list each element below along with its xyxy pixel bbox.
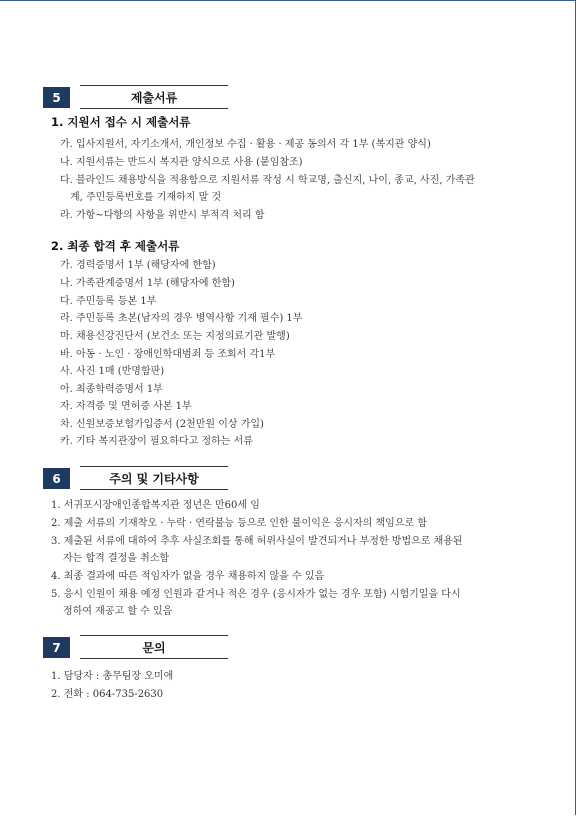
section-number: 5: [43, 87, 70, 108]
list-item: 사. 사진 1매 (반명함판): [60, 366, 165, 377]
section-title: 제출서류: [80, 85, 228, 109]
list-item: 마. 채용신강진단서 (보건소 또는 지정의료기관 발행): [60, 331, 290, 342]
list-item: 가. 경력증명서 1부 (해당자에 한함): [60, 260, 216, 271]
list-item: 나. 지원서류는 반드시 복지관 양식으로 사용 (붙임참조): [60, 157, 303, 168]
list-item: 다. 블라인드 채용방식을 적용함으로 지원서류 작성 시 학교명, 출신지, 나이, 종교, 사진, 가족관: [60, 175, 475, 186]
list-item: 3. 제출된 서류에 대하여 추후 사실조회를 통해 허위사실이 발견되거나 부정한 방법으로 채용된: [51, 536, 463, 547]
list-item: 라. 가항~다항의 사항을 위반시 부적격 처리 함: [60, 210, 265, 221]
contact-phone: 2. 전화 : 064-735-2630: [51, 689, 164, 700]
section-title: 문의: [80, 635, 228, 659]
section-7-header: [43, 637, 228, 659]
list-item: 아. 최종학력증명서 1부: [60, 384, 163, 395]
part1-heading: 1. 지원서 접수 시 제출서류: [51, 115, 191, 129]
list-item: 차. 신원보증보험가입증서 (2천만원 이상 가입): [60, 419, 264, 430]
list-item: 카. 기타 복지관장이 필요하다고 정하는 서류: [60, 436, 253, 447]
list-item: 바. 아동 · 노인 · 장애인학대범죄 등 조회서 각1부: [60, 349, 276, 360]
list-item: 1. 서귀포시장애인종합복지관 정년은 만60세 임: [51, 500, 260, 511]
section-6-header: [43, 468, 228, 490]
section-title: 주의 및 기타사항: [80, 466, 228, 490]
list-item: 라. 주민등록 초본(남자의 경우 병역사항 기재 필수) 1부: [60, 313, 303, 324]
list-item-continuation: 자는 합격 결정을 취소함: [63, 553, 170, 564]
list-item: 4. 최종 결과에 따른 적임자가 없을 경우 채용하지 않을 수 있음: [51, 571, 325, 582]
list-item: 나. 가족관계증명서 1부 (해당자에 한함): [60, 278, 235, 289]
section-5-header: [43, 87, 228, 109]
list-item: 5. 응시 인원이 채용 예정 인원과 같거나 적은 경우 (응시자가 없는 경우 포함) 시험기일을 다시: [51, 589, 461, 600]
section-number: 6: [43, 468, 70, 489]
contact-person: 1. 담당자 : 총무팀장 오미애: [51, 671, 174, 682]
list-item-continuation: 정하여 재공고 할 수 있음: [63, 606, 173, 617]
list-item: 다. 주민등록 등본 1부: [60, 296, 157, 307]
part2-heading: 2. 최종 합격 후 제출서류: [51, 239, 180, 253]
list-item: 가. 입사지원서, 자기소개서, 개인정보 수집 · 활용 · 제공 동의서 각 1부 (복지관 양식): [60, 139, 431, 150]
section-number: 7: [43, 637, 70, 658]
list-item-continuation: 계, 주민등록번호를 기재하지 말 것: [70, 192, 222, 203]
list-item: 자. 자격증 및 면허증 사본 1부: [60, 401, 192, 412]
list-item: 2. 제출 서류의 기재착오 · 누락 · 연락불능 등으로 인한 불이익은 응시자의 책임으로 함: [51, 518, 428, 529]
